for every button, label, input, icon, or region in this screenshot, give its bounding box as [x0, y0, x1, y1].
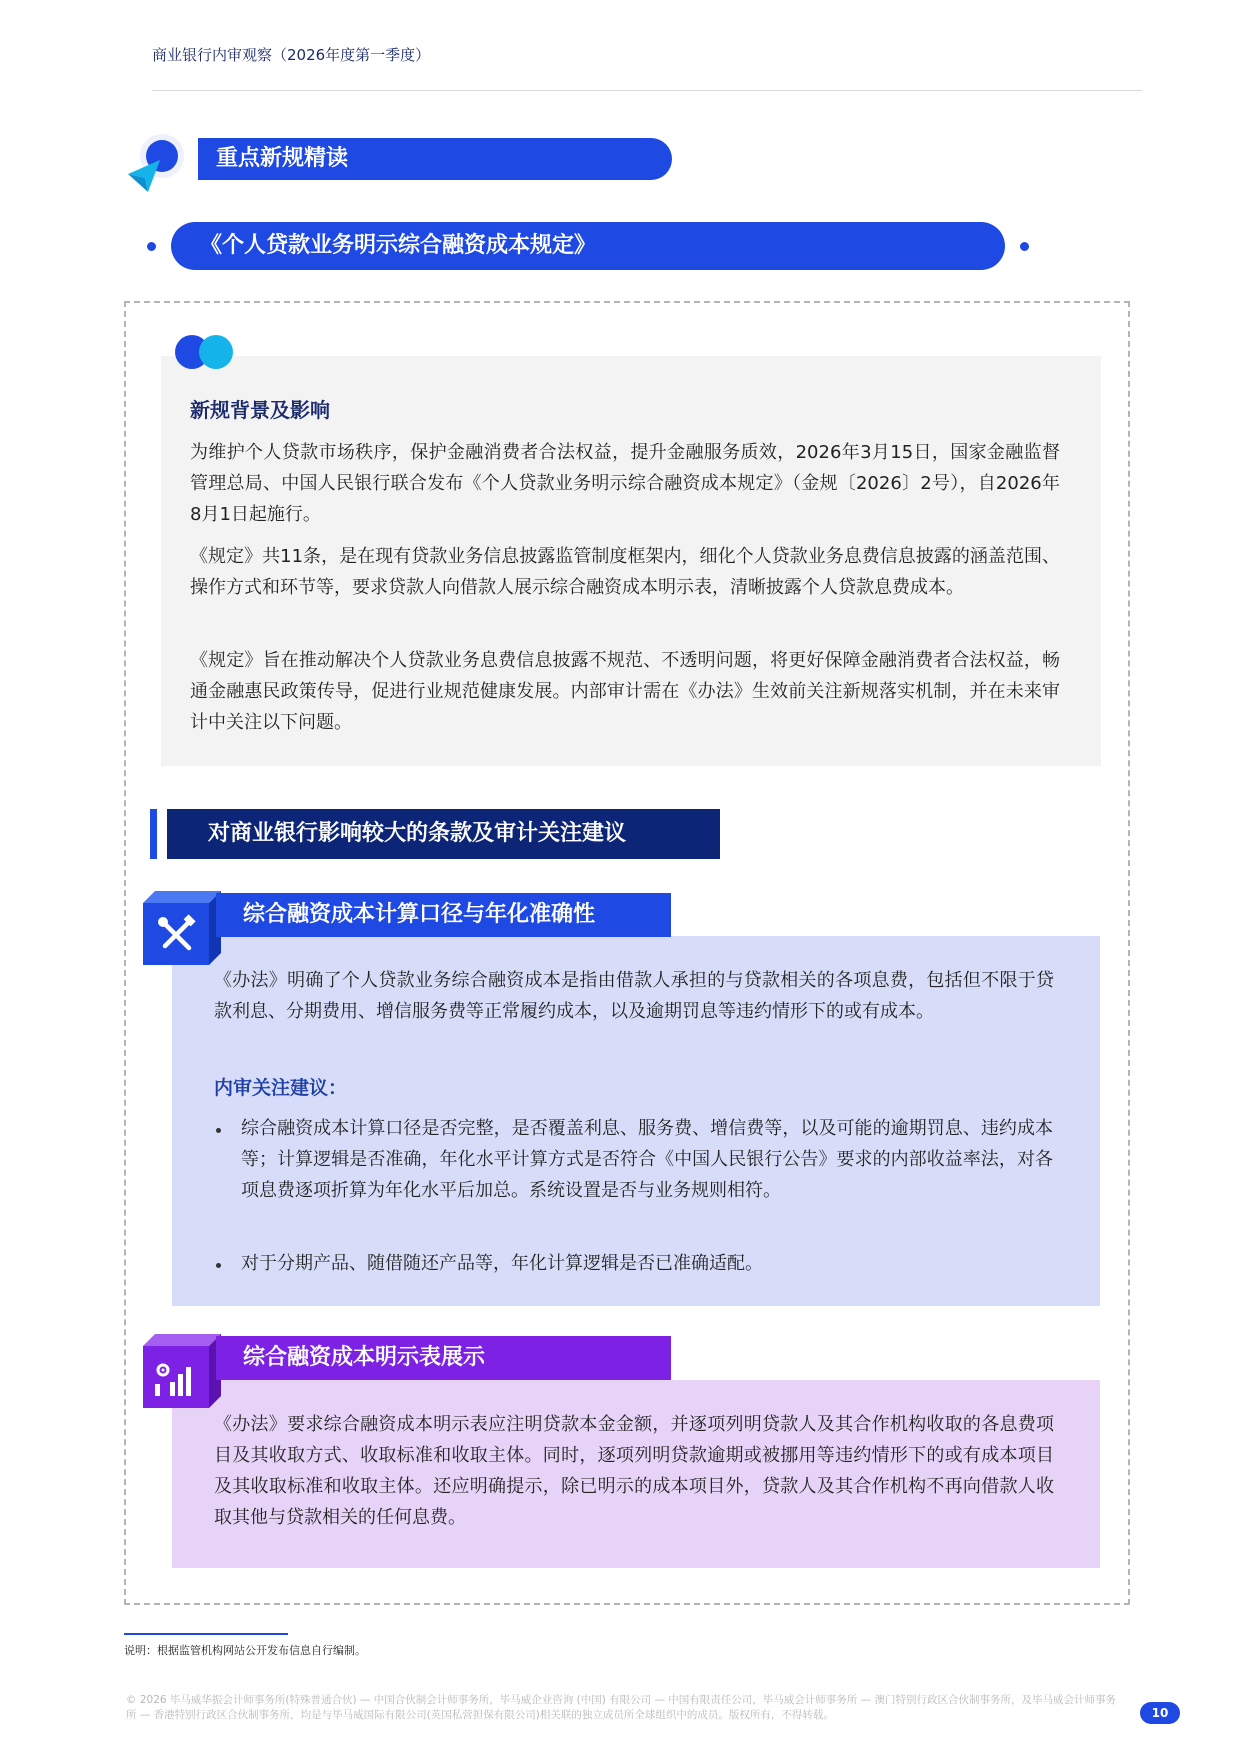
- footnote: 说明：根据监管机构网站公开发布信息自行编制。: [124, 1644, 366, 1657]
- background-paragraph: 《规定》共11条，是在现有贷款业务信息披露监管制度框架内，细化个人贷款业务息费信息披露的涵盖范围、操作方式和环节等，要求贷款人向借款人展示综合融资成本明示表，清晰披露个人贷款息费成本。: [190, 546, 1060, 598]
- audit-advice-heading: 内审关注建议：: [214, 1077, 348, 1099]
- header-divider: [152, 90, 1142, 91]
- copyright-notice: © 2026 毕马威华振会计师事务所(特殊普通合伙) — 中国合伙制会计师事务所，毕马威企业咨询 (中国) 有限公司 — 中国有限责任公司，毕马威会计师事务所 — 澳门特别行政区合伙制事务所，及毕马威会计师事务所 — 香港特别行政区合伙制事务所，均是与毕马威国际有限公司(英国私营担保有限公司)相关联的独立成员所全球组织中的成员。版权所有，不得转载。: [126, 1694, 1116, 1721]
- decor-circle-cyan: [199, 335, 233, 369]
- chart-gear-icon: [143, 1334, 221, 1410]
- compass-pointer-icon: [126, 130, 188, 198]
- background-heading: 新规背景及影响: [190, 398, 330, 422]
- audit-advice-item: 对于分期产品、随借随还产品等，年化计算逻辑是否已准确适配。: [241, 1253, 763, 1274]
- bullet-dot: [216, 1128, 221, 1133]
- card-annualization-title: 综合融资成本计算口径与年化准确性: [243, 902, 596, 927]
- doc-title: 《个人贷款业务明示综合融资成本规定》: [200, 233, 597, 258]
- audit-advice-item: 综合融资成本计算口径是否完整，是否覆盖利息、服务费、增信费等，以及可能的逾期罚息、违约成本等；计算逻辑是否准确，年化水平计算方式是否符合《中国人民银行公告》要求的内部收益率法，对各项息费逐项折算为年化水平后加总。系统设置是否与业务规则相符。: [241, 1118, 1053, 1201]
- decor-dot-right: [1020, 242, 1029, 251]
- section-title: 重点新规精读: [216, 146, 349, 171]
- running-header: 商业银行内审观察（2026年度第一季度）: [152, 46, 431, 64]
- tools-icon: [143, 891, 221, 967]
- bullet-dot: [216, 1263, 221, 1268]
- clauses-banner-title: 对商业银行影响较大的条款及审计关注建议: [208, 821, 627, 846]
- background-paragraph: 《规定》旨在推动解决个人贷款业务息费信息披露不规范、不透明问题，将更好保障金融消费者合法权益，畅通金融惠民政策传导，促进行业规范健康发展。内部审计需在《办法》生效前关注新规落实机制，并在未来审计中关注以下问题。: [190, 650, 1060, 733]
- background-paragraph: 为维护个人贷款市场秩序，保护金融消费者合法权益，提升金融服务质效，2026年3月15日，国家金融监督管理总局、中国人民银行联合发布《个人贷款业务明示综合融资成本规定》（金规〔2026〕2号），自2026年8月1日起施行。: [190, 442, 1060, 525]
- card-annualization-intro: 《办法》明确了个人贷款业务综合融资成本是指由借款人承担的与贷款相关的各项息费，包括但不限于贷款利息、分期费用、增信服务费等正常履约成本，以及逾期罚息等违约情形下的或有成本。: [214, 970, 1054, 1022]
- banner-accent: [150, 809, 157, 859]
- card-disclosure-table-intro: 《办法》要求综合融资成本明示表应注明贷款本金金额，并逐项列明贷款人及其合作机构收取的各息费项目及其收取方式、收取标准和收取主体。同时，逐项列明贷款逾期或被挪用等违约情形下的或有成本项目及其收取标准和收取主体。还应明确提示，除已明示的成本项目外，贷款人及其合作机构不再向借款人收取其他与贷款相关的任何息费。: [214, 1414, 1054, 1528]
- footnote-rule: [124, 1633, 288, 1635]
- page-number: 10: [1140, 1702, 1180, 1724]
- card-disclosure-table-title: 综合融资成本明示表展示: [243, 1345, 486, 1370]
- decor-dot-left: [147, 242, 156, 251]
